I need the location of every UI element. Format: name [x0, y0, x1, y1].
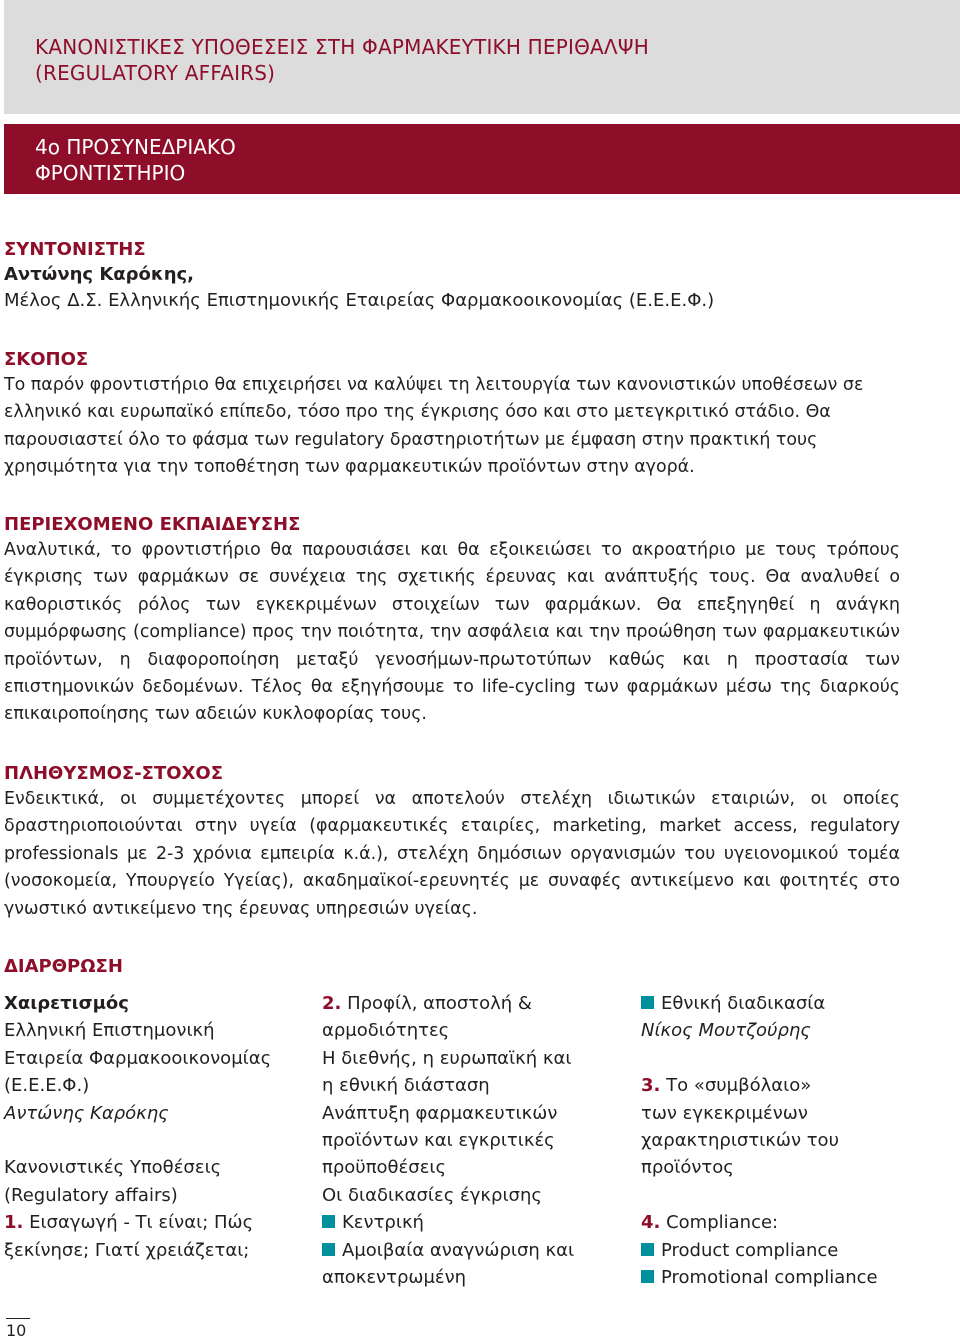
coordinator-section — [4, 238, 900, 314]
bullet-mutual-line-2: αποκεντρωμένη — [322, 1267, 467, 1289]
structure-heading: ΔΙΑΡΘΡΩΣΗ — [4, 956, 123, 977]
agenda-item-2 — [322, 990, 574, 1017]
bullet-mutual — [322, 1237, 574, 1264]
audience-text: Ενδεικτικά, οι συμμετέχοντες μπορεί να αποτελούν στελέχη ιδιωτικών εταιριών, οι οποίες δραστηριοποιούνται στην υγεία (φαρμακευτικές εταιρίες, marketing, market access, regulatory professionals με 2-3 χρόνια εμπειρία κ.ά.), στελέχη δημόσιων οργανισμών του υγειονομικού τομέα (νοσοκομεία, Υπουργείο Υγείας), ακαδημαϊκοί-ερευνητές με συναφές αντικείμενο και φοιτητές στο γνωστικό αντικείμενο της έρευνας υπηρεσιών υγείας. — [4, 789, 900, 919]
goal-heading: ΣΚΟΠΟΣ — [4, 349, 89, 370]
coordinator-heading: ΣΥΝΤΟΝΙΣΤΗΣ — [4, 239, 146, 260]
agenda-item-3-text: Το «συμβόλαιο» — [660, 1075, 812, 1097]
content-section — [4, 513, 900, 729]
agenda-item-4-number: 4. — [641, 1212, 661, 1234]
bullet-mutual-text: Αμοιβαία αναγνώριση και — [342, 1239, 575, 1261]
structure-column-1 — [4, 990, 271, 1264]
agenda-item-1 — [4, 1209, 271, 1236]
agenda-item-1-number: 1. — [4, 1212, 24, 1234]
agenda-item-1-text: Εισαγωγή - Τι είναι; Πώς — [23, 1212, 254, 1234]
col2-line-3: Η διεθνής, η ευρωπαϊκή και — [322, 1047, 572, 1069]
square-bullet-icon — [322, 1215, 335, 1228]
page-title — [35, 34, 649, 86]
coordinator-role: Μέλος Δ.Σ. Ελληνικής Επιστημονικής Εταιρείας Φαρμακοοικονομίας (Ε.Ε.Ε.Φ.) — [4, 290, 715, 311]
coordinator-name: Αντώνης Καρόκης, — [4, 264, 195, 285]
agenda-item-4-text: Compliance: — [660, 1212, 779, 1234]
content-text: Αναλυτικά, το φροντιστήριο θα παρουσιάσει και θα εξοικειώσει το ακροατήριο με τους τρόπους έγκρισης των φαρμάκων σε συνέχεια της σχετικής έρευνας και ανάπτυξής τους. Θα αναλυθεί ο καθοριστικός ρόλος των εγκεκριμένων στοιχείων των φαρμάκων. Θα επεξηγηθεί η ανάγκη συμμόρφωσης (compliance) προς την ποιότητα, την ασφάλεια και την προώθηση των φαρμακευτικών προϊόντων, η διαφοροποίηση μεταξύ γενοσήμων-πρωτοτύπων καθώς και η προστασία των επιστημονικών δεδομένων. Τέλος θα εξηγήσουμε το life-cycling των φαρμάκων μέσω της διαρκούς επικαιροποίησης των αδειών κυκλοφορίας τους. — [4, 540, 900, 725]
subtitle-line-2: ΦΡΟΝΤΙΣΤΗΡΙΟ — [35, 161, 186, 185]
bullet-promotional — [641, 1264, 878, 1291]
col2-line-4: η εθνική διάσταση — [322, 1075, 490, 1097]
col2-line-8: Οι διαδικασίες έγκρισης — [322, 1184, 542, 1206]
square-bullet-icon — [641, 996, 654, 1009]
org-line-2: Εταιρεία Φαρμακοοικονομίας — [4, 1047, 272, 1069]
square-bullet-icon — [641, 1270, 654, 1283]
page-number: 10 — [6, 1318, 30, 1341]
org-line-3: (Ε.Ε.Ε.Φ.) — [4, 1075, 90, 1097]
agenda-item-3-line-2: των εγκεκριμένων — [641, 1102, 808, 1124]
agenda-item-3-line-4: προϊόντος — [641, 1157, 734, 1179]
bullet-promotional-text: Promotional compliance — [661, 1267, 878, 1289]
structure-heading-wrap — [4, 955, 900, 979]
title-line-1: ΚΑΝΟΝΙΣΤΙΚΕΣ ΥΠΟΘΕΣΕΙΣ ΣΤΗ ΦΑΡΜΑΚΕΥΤΙΚΗ ΠΕΡΙΘΑΛΨΗ — [35, 35, 649, 59]
audience-heading: ΠΛΗΘΥΣΜΟΣ-ΣΤΟΧΟΣ — [4, 763, 224, 784]
col2-line-7: προϋποθέσεις — [322, 1157, 447, 1179]
agenda-item-3-line-3: χαρακτηριστικών του — [641, 1130, 839, 1152]
goal-section — [4, 348, 900, 482]
agenda-item-3 — [641, 1072, 878, 1099]
welcome-label: Χαιρετισμός — [4, 993, 129, 1014]
welcome-speaker: Αντώνης Καρόκης — [4, 1102, 169, 1124]
goal-text: Το παρόν φροντιστήριο θα επιχειρήσει να καλύψει τη λειτουργία των κανονιστικών υποθέσεων σε ελληνικό και ευρωπαϊκό επίπεδο, τόσο προ της έγκρισης όσο και στο μετεγκριτικό στάδιο. Θα παρουσιαστεί όλο το φάσμα των regulatory δραστηριοτήτων με έμφαση στην πρακτική τους χρησιμότητα για την τοποθέτηση των φαρμακευτικών προϊόντων στην αγορά. — [4, 375, 864, 478]
content-heading: ΠΕΡΙΕΧΟΜΕΝΟ ΕΚΠΑΙΔΕΥΣΗΣ — [4, 514, 301, 535]
subtitle-band — [4, 124, 960, 194]
agenda-item-2-number: 2. — [322, 993, 342, 1014]
agenda-item-1-line-2: ξεκίνησε; Γιατί χρειάζεται; — [4, 1239, 250, 1261]
title-band — [4, 0, 960, 114]
title-line-2: (REGULATORY AFFAIRS) — [35, 61, 276, 85]
agenda-item-4 — [641, 1209, 878, 1236]
topic-line-1: Κανονιστικές Υποθέσεις — [4, 1157, 222, 1179]
subtitle-line-1: 4ο ΠΡΟΣΥΝΕΔΡΙΑΚΟ — [35, 135, 236, 159]
bullet-product — [641, 1237, 878, 1264]
org-line-1: Ελληνική Επιστημονική — [4, 1020, 215, 1042]
topic-line-2: (Regulatory affairs) — [4, 1184, 178, 1206]
square-bullet-icon — [322, 1243, 335, 1256]
square-bullet-icon — [641, 1243, 654, 1256]
agenda-item-2-line-2: αρμοδιότητες — [322, 1020, 450, 1042]
agenda-item-2-text: Προφίλ, αποστολή & — [341, 993, 532, 1014]
col3-speaker: Νίκος Μουτζούρης — [641, 1020, 811, 1042]
col2-line-5: Ανάπτυξη φαρμακευτικών — [322, 1102, 558, 1124]
bullet-product-text: Product compliance — [661, 1239, 839, 1261]
col2-line-6: προϊόντων και εγκριτικές — [322, 1130, 555, 1152]
page-subtitle — [35, 134, 236, 186]
structure-column-3 — [641, 990, 878, 1291]
bullet-national-text: Εθνική διαδικασία — [661, 993, 826, 1014]
structure-column-2 — [322, 990, 574, 1291]
agenda-item-3-number: 3. — [641, 1075, 661, 1097]
bullet-national — [641, 990, 878, 1017]
structure-columns — [4, 990, 904, 1290]
bullet-central — [322, 1209, 574, 1236]
bullet-central-text: Κεντρική — [342, 1212, 424, 1234]
audience-section — [4, 762, 900, 923]
